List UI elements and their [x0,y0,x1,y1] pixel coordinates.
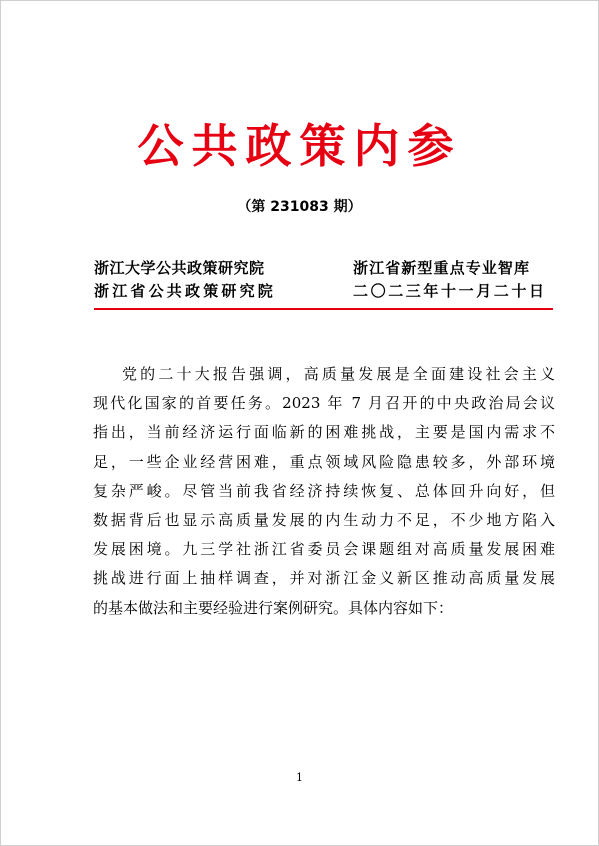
paragraph-line: 挑战进行面上抽样调查，并对浙江金义新区推动高质量发展 [93,569,555,588]
paragraph-line: 发展困境。九三学社浙江省委员会课题组对高质量发展困难 [93,540,555,559]
publication-date: 二〇二三年十一月二十日 [353,282,547,300]
paragraph-line: 党的二十大报告强调，高质量发展是全面建设社会主义 [122,365,555,383]
issue-number: （第 231083 期） [237,199,362,215]
paragraph-line: 复杂严峻。尽管当前我省经济持续恢复、总体回升向好，但 [93,481,555,500]
body-paragraph [93,360,555,623]
paragraph-line: 足，一些企业经营困难，重点领域风险隐患较多，外部环境 [93,452,555,471]
publisher-left-line2: 浙江省公共政策研究院 [94,282,277,300]
red-divider [94,308,553,310]
paragraph-line: 现代化国家的首要任务。2023 年 7 月召开的中央政治局会议 [93,394,555,413]
paragraph-line: 指出，当前经济运行面临新的困难挑战，主要是国内需求不 [93,423,555,442]
paragraph-line: 的基本做法和主要经验进行案例研究。具体内容如下： [93,598,454,617]
publisher-left-line1: 浙江大学公共政策研究院 [94,259,265,277]
paragraph-line: 数据背后也显示高质量发展的内生动力不足，不少地方陷入 [93,510,555,529]
publisher-right-line1: 浙江省新型重点专业智库 [353,259,531,277]
document-title: 公共政策内参 [137,119,462,173]
page-number: 1 [296,771,303,784]
